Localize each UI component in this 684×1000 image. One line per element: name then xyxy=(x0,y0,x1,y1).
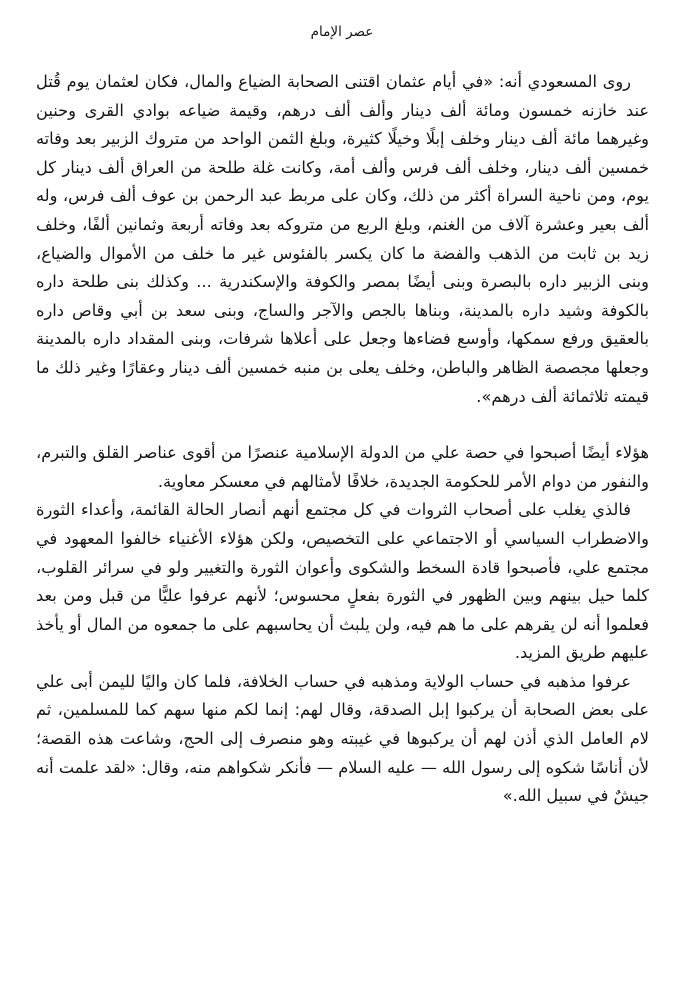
paragraph-text: عرفوا مذهبه في حساب الولاية ومذهبه في حساب الخلافة، فلما كان واليًا لليمن أبى علي على بعض الصحابة أن يركبوا إبل الصدقة، وقال لهم: إنما لكم منها سهم كما للمسلمين، ثم لام العامل الذي أذن لهم أن يركبوها في غيبته وهو منصرف إلى الحج، وشاعت هذه القصة؛ لأن أناسًا شكوه إلى رسول الله — عليه السلام — فأنكر شكواهم منه، وقال: «لقد علمت أنه جيشٌ في سبيل الله.» xyxy=(36,671,649,806)
paragraph-text: هؤلاء أيضًا أصبحوا في حصة علي من الدولة الإسلامية عنصرًا من أقوى عناصر القلق والتبرم، والنفور من دوام الأمر للحكومة الجديدة، خلافًا لأمثالهم في معسكر معاوية. xyxy=(36,443,649,491)
paragraph-text: روى المسعودي أنه: «في أيام عثمان اقتنى الصحابة الضياع والمال، فكان لعثمان يوم قُتل عند خازنه خمسون ومائة ألف دينار وألف ألف درهم، وقيمة ضياعه بوادي القرى وحنين وغيرهما مائة ألف دينار وخلف إبلًا وخيلًا كثيرة، وبلغ الثمن الواحد من متروك الزبير بعد وفاته خمسين ألف دينار، وخلف ألف فرس وألف أمة، وكانت غلة طلحة من العراق ألف دينار كل يوم، ومن ناحية السراة أكثر من ذلك، وكان على مربط عبد الرحمن بن عوف ألف فرس، وله ألف بعير وعشرة آلاف من الغنم، وبلغ الربع من متروكه بعد وفاته أربعة وثمانين ألفًا، وخلف زيد بن ثابت من الذهب والفضة ما كان يكسر بالفئوس غير ما خلف من الأموال والضياع، وبنى الزبير داره بالبصرة وبنى أيضًا بمصر والكوفة والإسكندرية ... وكذلك بنى طلحة داره بالكوفة وشيد داره بالمدينة، وبناها بالجص والآجر والساج، وبنى سعد بن أبي وقاص داره بالعقيق ورفع سمكها، وأوسع فضاءها وجعل على أعلاها شرفات، وبنى المقداد داره بالمدينة وجعلها مجصصة الظاهر والباطن، وخلف يعلى بن منبه خمسين ألف دينار وعقارًا وغير ذلك ما قيمته ثلاثمائة ألف درهم». xyxy=(36,72,649,406)
paragraph-wealthy-discontent xyxy=(36,439,649,496)
paragraph-ali-doctrine xyxy=(36,668,649,811)
paragraph-quote-masudi xyxy=(36,68,649,411)
paragraph-text: فالذي يغلب على أصحاب الثروات في كل مجتمع أنهم أنصار الحالة القائمة، وأعداء الثورة والاضطراب السياسي أو الاجتماعي على التخصيص، ولكن هؤلاء الأغنياء خالفوا المعهود في مجتمع علي، فأصبحوا قادة السخط والشكوى وأعوان الثورة والتغيير ولو في سرائر القلوب، كلما حيل بينهم وبين الظهور في الثورة بفعلٍ محسوس؛ لأنهم عرفوا عليًّا من قبل ومن بعد فعلموا أنه لن يقرهم على ما هم فيه، ولن يلبث أن يحاسبهم على ما جمعوه من المال أو يأخذ عليهم طريق المزيد. xyxy=(36,500,649,663)
paragraph-wealth-owners xyxy=(36,496,649,668)
running-title: عصر الإمام xyxy=(310,24,374,40)
body-text xyxy=(36,68,649,811)
